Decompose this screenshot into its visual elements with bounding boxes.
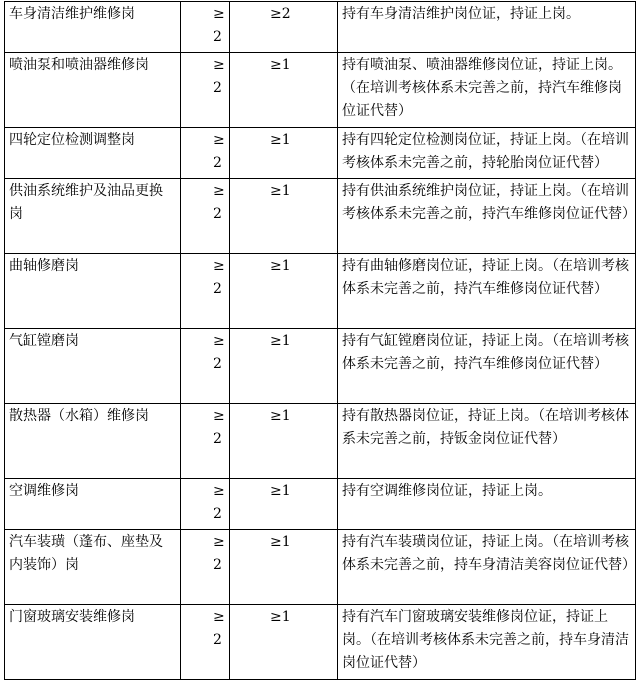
count-b-cell: ≥1 bbox=[230, 479, 338, 530]
table-row bbox=[5, 605, 636, 680]
count-a-cell: ≥2 bbox=[181, 605, 230, 680]
count-a-cell: ≥2 bbox=[181, 2, 230, 53]
count-a-cell: ≥2 bbox=[181, 329, 230, 404]
post-name-cell: 汽车装璜（蓬布、座垫及内装饰）岗 bbox=[5, 530, 181, 605]
table-row bbox=[5, 254, 636, 329]
table-row bbox=[5, 2, 636, 53]
table-row bbox=[5, 329, 636, 404]
count-b-cell: ≥1 bbox=[230, 254, 338, 329]
count-a-cell: ≥2 bbox=[181, 179, 230, 254]
requirement-cell: 持有供油系统维护岗位证，持证上岗。（在培训考核体系未完善之前，持汽车维修岗位证代替） bbox=[338, 179, 636, 254]
post-name-cell: 空调维修岗 bbox=[5, 479, 181, 530]
table-row bbox=[5, 179, 636, 254]
requirement-cell: 持有汽车门窗玻璃安装维修岗位证，持证上岗。（在培训考核体系未完善之前，持车身清洁岗位证代替） bbox=[338, 605, 636, 680]
post-name-cell: 散热器（水箱）维修岗 bbox=[5, 404, 181, 479]
post-name-cell: 喷油泵和喷油器维修岗 bbox=[5, 53, 181, 128]
requirement-cell: 持有喷油泵、喷油器维修岗位证，持证上岗。（在培训考核体系未完善之前，持汽车维修岗位证代替） bbox=[338, 53, 636, 128]
count-b-cell: ≥1 bbox=[230, 530, 338, 605]
table-row bbox=[5, 128, 636, 179]
count-a-cell: ≥2 bbox=[181, 404, 230, 479]
count-a-cell: ≥2 bbox=[181, 254, 230, 329]
post-name-cell: 气缸镗磨岗 bbox=[5, 329, 181, 404]
table-row bbox=[5, 479, 636, 530]
table-row bbox=[5, 530, 636, 605]
post-name-cell: 四轮定位检测调整岗 bbox=[5, 128, 181, 179]
count-b-cell: ≥1 bbox=[230, 329, 338, 404]
count-b-cell: ≥1 bbox=[230, 53, 338, 128]
count-b-cell: ≥1 bbox=[230, 404, 338, 479]
requirement-cell: 持有汽车装璜岗位证，持证上岗。（在培训考核体系未完善之前，持车身清洁美容岗位证代替） bbox=[338, 530, 636, 605]
table-row bbox=[5, 53, 636, 128]
requirement-cell: 持有四轮定位检测岗位证，持证上岗。（在培训考核体系未完善之前，持轮胎岗位证代替） bbox=[338, 128, 636, 179]
post-name-cell: 门窗玻璃安装维修岗 bbox=[5, 605, 181, 680]
post-name-cell: 曲轴修磨岗 bbox=[5, 254, 181, 329]
count-b-cell: ≥1 bbox=[230, 128, 338, 179]
count-a-cell: ≥2 bbox=[181, 479, 230, 530]
requirement-cell: 持有气缸镗磨岗位证，持证上岗。（在培训考核体系未完善之前，持汽车维修岗位证代替） bbox=[338, 329, 636, 404]
requirement-cell: 持有车身清洁维护岗位证，持证上岗。 bbox=[338, 2, 636, 53]
count-a-cell: ≥2 bbox=[181, 53, 230, 128]
count-a-cell: ≥2 bbox=[181, 128, 230, 179]
count-b-cell: ≥1 bbox=[230, 605, 338, 680]
count-b-cell: ≥2 bbox=[230, 2, 338, 53]
count-b-cell: ≥1 bbox=[230, 179, 338, 254]
table-row bbox=[5, 404, 636, 479]
count-a-cell: ≥2 bbox=[181, 530, 230, 605]
requirement-cell: 持有曲轴修磨岗位证，持证上岗。（在培训考核体系未完善之前，持汽车维修岗位证代替） bbox=[338, 254, 636, 329]
requirement-cell: 持有散热器岗位证，持证上岗。（在培训考核体系未完善之前，持钣金岗位证代替） bbox=[338, 404, 636, 479]
staffing-requirements-table bbox=[4, 1, 636, 680]
requirement-cell: 持有空调维修岗位证，持证上岗。 bbox=[338, 479, 636, 530]
post-name-cell: 车身清洁维护维修岗 bbox=[5, 2, 181, 53]
post-name-cell: 供油系统维护及油品更换岗 bbox=[5, 179, 181, 254]
